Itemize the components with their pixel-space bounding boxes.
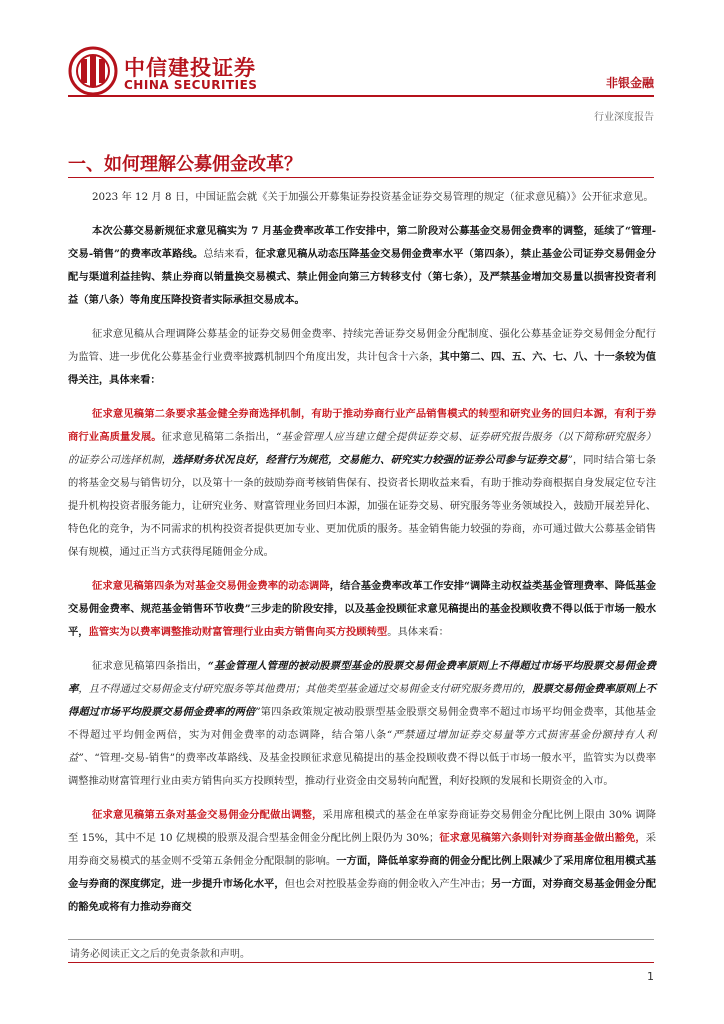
text-run: 其中第二、四、五、六、七、八、十一条较为值得关注，具体来看： [68, 351, 657, 386]
text-run: 征求意见稿第四条为对基金交易佣金费率的动态调降 [92, 580, 330, 592]
text-run: 第四条政策规定被动股票型基金股票交易佣金费率不超过市场平均佣金费率，其他基金不得超过平均佣金两倍，实为对佣金费率的动态调降，结合第八条 [68, 706, 657, 741]
footer-bottom-divider [68, 962, 654, 963]
body-paragraph [68, 655, 656, 793]
text-run: 股票交易佣金费率原则上不得超过市场平均股票交易佣金费率的两倍 [68, 683, 657, 718]
text-run: 但也会对控股基金券商的佣金收入产生冲击； [284, 878, 491, 890]
page-number: 1 [647, 970, 654, 983]
body-paragraph [68, 323, 656, 392]
text-run: ，且不得通过交易佣金支付研究服务等其他费用；其他类型基金通过交易佣金支付研究服务费用的， [78, 683, 533, 695]
text-run: 2023 年 12 月 8 日，中国证监会就《关于加强公开募集证券投资基金证券交易管理的规定（征求意见稿）》公开征求意见。 [92, 191, 654, 203]
text-run: 征求意见稿从动态压降基金交易佣金费率水平（第四条），禁止基金公司证券交易佣金分配与渠道利益挂钩、禁止券商以销量换交易模式、禁止佣金向第三方转移支付（第七条），及严禁基金增加交易量以损害投资者利益（第八条）等角度压降投资者实际承担交易成本。 [68, 248, 656, 306]
text-run: 总结来看， [203, 248, 256, 260]
text-run: 采用席租模式的基金在单家券商证券交易佣金分配比例上限由 30% 调降至 15%，其中不足 10 亿规模的股票及混合型基金佣金分配比例上限仍为 30%； [68, 809, 657, 844]
text-run: ，同时结合第七条的将基金交易与销售切分，以及第十一条的鼓励券商考核销售保有、投资者长期收益来看，有助于推动券商根据自身发展定位专注提升机构投资者服务能力，让研究业务、财富管理业务回归本源，加强在证券交易、研究服务等业务领域投入，鼓励开展差异化、特色化的竞争，为不同需求的机构投资者提供更加专业、更加优质的服务。基金销售能力较强的券商，亦可通过做大公募基金销售保有规模，通过正当方式获得尾随佣金分成。 [68, 454, 657, 558]
text-run: 征求意见稿第五条对基金交易佣金分配做出调整， [92, 809, 323, 821]
text-run: 采用券商交易模式的基金则不受第五条佣金分配限制的影响。 [68, 832, 657, 867]
text-run: 一方面，降低单家券商的佣金分配比例上限减少了采用席位租用模式基金与券商的深度绑定，进一步提升市场化水平， [68, 855, 656, 890]
section-title: 一、如何理解公募佣金改革？ [68, 154, 302, 175]
text-run: ” [567, 454, 573, 466]
text-run: “基金管理人管理的被动股票型基金的股票交易佣金费率原则上不得超过市场平均股票交易佣金费率 [68, 660, 656, 695]
text-run: 。具体来看： [387, 626, 449, 638]
china-securities-logo-icon [68, 46, 118, 96]
section-title-divider [68, 177, 654, 178]
text-run: 征求意见稿第六条则针对券商基金做出豁免， [439, 832, 646, 844]
text-run: “基金管理人应当建立健全提供证券交易、证券研究报告服务（以下简称研究服务）的证券公司选择机制， [68, 431, 657, 466]
sector-label: 非银金融 [605, 76, 654, 90]
brand-name-cn: 中信建投证券 [124, 56, 256, 80]
text-run: 征求意见稿第二条指出， [161, 431, 277, 443]
footer-divider [68, 939, 654, 940]
text-run: 另一方面，对券商交易基金佣金分配的豁免或将有力推动券商交 [68, 878, 657, 913]
text-run: 征求意见稿第二条要求基金健全券商选择机制，有助于推动券商行业产品销售模式的转型和研究业务的回归本源，有利于券商行业高质量发展。 [68, 408, 656, 443]
text-run: 、“管理-交易-销售”的费率改革路线、及基金投顾征求意见稿提出的基金投顾收费不得以低于市场一般水平，监管实为以费率调整推动财富管理行业由卖方销售向买方投顾转型，推动行业资金由交易转向配置，利好投顾的发展和长期资金的入市。 [68, 752, 657, 787]
body-text [68, 186, 656, 930]
disclaimer-text: 请务必阅读正文之后的免责条款和声明。 [70, 949, 250, 960]
body-paragraph [68, 220, 656, 312]
brand-name-en: CHINA SECURITIES [124, 78, 258, 92]
body-paragraph [68, 575, 656, 644]
text-run: ” [255, 706, 261, 718]
text-run: 选择财务状况良好，经营行为规范，交易能力、研究实力较强的证券公司参与证券交易 [172, 454, 568, 466]
text-run: 本次公募交易新规征求意见稿实为 7 月基金费率改革工作安排中，第二阶段对公募基金交易佣金费率的调整，延续了“管理-交易-销售”的费率改革路线。 [68, 225, 656, 260]
body-paragraph [68, 804, 656, 919]
report-type-label: 行业深度报告 [594, 112, 654, 123]
text-run: 征求意见稿从合理调降公募基金的证券交易佣金费率、持续完善证券交易佣金分配制度、强化公募基金证券交易佣金分配行为监管、进一步优化公募基金行业费率披露机制四个角度出发，共计包含十六条， [68, 328, 656, 363]
body-paragraph [68, 186, 656, 209]
text-run: ，结合基金费率改革工作安排“调降主动权益类基金管理费率、降低基金交易佣金费率、规范基金销售环节收费”三步走的阶段安排，以及基金投顾征求意见稿提出的基金投顾收费不得以低于市场一般水平， [68, 580, 657, 638]
text-run: “严禁通过增加证券交易量等方式损害基金份额持有人利益” [68, 729, 657, 764]
text-run: 征求意见稿第四条指出， [92, 660, 208, 672]
text-run: 监管实为以费率调整推动财富管理行业由卖方销售向买方投顾转型 [88, 626, 388, 638]
body-paragraph [68, 403, 656, 564]
header-divider [68, 95, 654, 97]
